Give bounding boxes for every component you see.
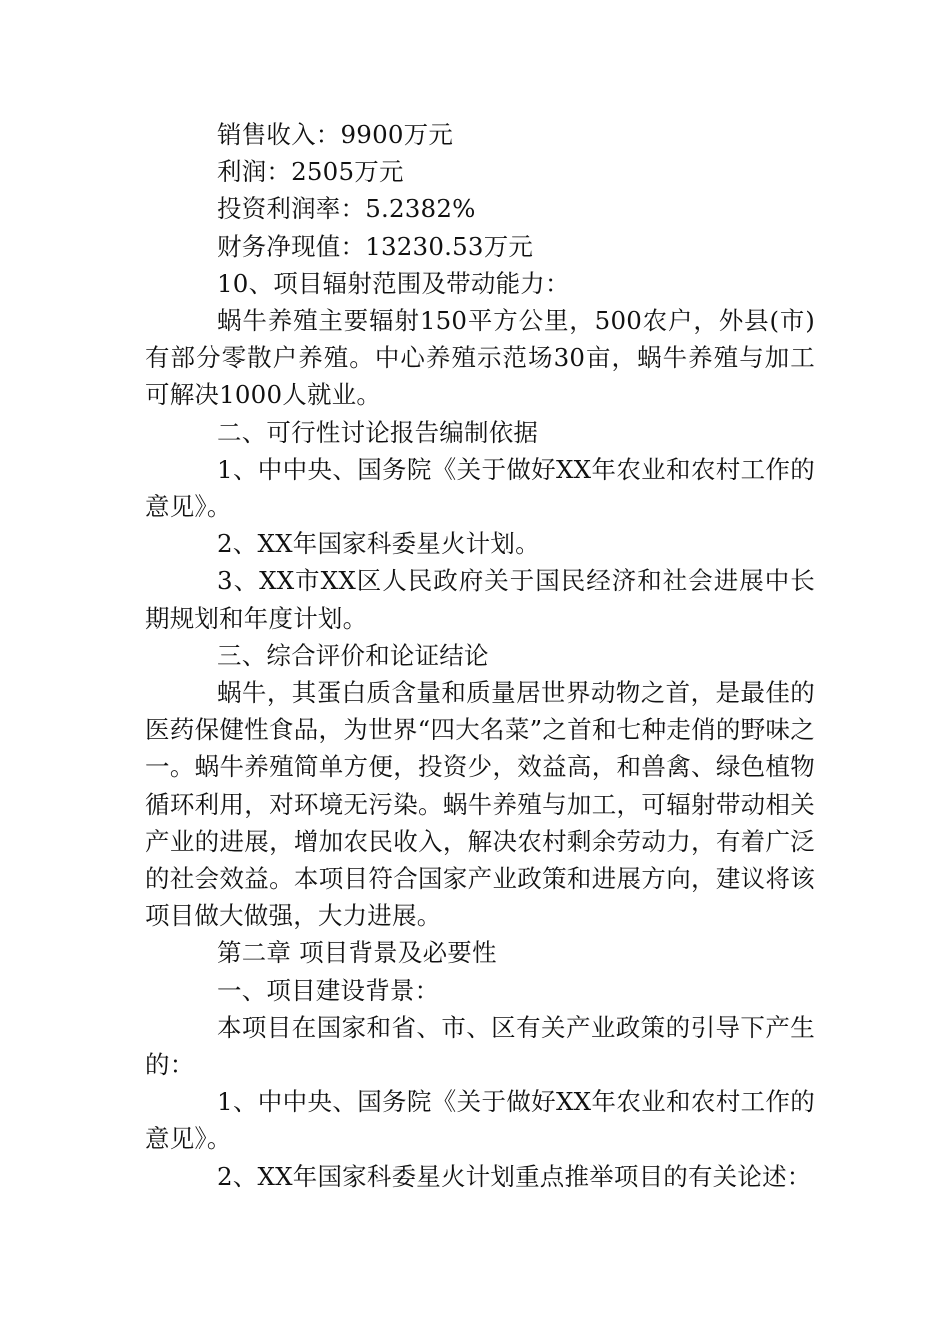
section-heading-feasibility-basis: 二、可行性讨论报告编制依据 [217, 417, 539, 447]
document-page [145, 116, 815, 1195]
paragraph-basis-2: 2、XX年国家科委星火计划。 [217, 529, 540, 559]
paragraph-investment-profit-rate: 投资利润率：5.2382% [217, 194, 476, 224]
paragraph-radiation-scope-body: 蜗牛养殖主要辐射150平方公里，500农户，外县(市)有部分零散户养殖。中心养殖示范场30亩，蜗牛养殖与加工可解决1000人就业。 [145, 306, 815, 410]
chapter-heading-background: 第二章 项目背景及必要性 [217, 938, 497, 968]
paragraph-radiation-scope-heading: 10、项目辐射范围及带动能力： [217, 268, 570, 298]
paragraph-profit: 利润：2505万元 [217, 157, 404, 187]
section-heading-construction-background: 一、项目建设背景： [217, 975, 440, 1005]
paragraph-sales-income: 销售收入：9900万元 [217, 120, 454, 149]
paragraph-background-2: 2、XX年国家科委星火计划重点推举项目的有关论述： [217, 1161, 812, 1191]
section-heading-evaluation-conclusion: 三、综合评价和论证结论 [217, 640, 489, 670]
paragraph-background-1: 1、中中央、国务院《关于做好XX年农业和农村工作的意见》。 [145, 1087, 815, 1154]
paragraph-evaluation-body: 蜗牛，其蛋白质含量和质量居世界动物之首，是最佳的医药保健性食品，为世界“四大名菜”之首和七种走俏的野味之一。蜗牛养殖简单方便，投资少，效益高，和兽禽、绿色植物循环利用，对环境无污染。蜗牛养殖与加工，可辐射带动相关产业的进展，增加农民收入，解决农村剩余劳动力，有着广泛的社会效益。本项目符合国家产业政策和进展方向，建议将该项目做大做强，大力进展。 [145, 678, 815, 931]
paragraph-net-present-value: 财务净现值：13230.53万元 [217, 231, 534, 261]
paragraph-basis-1: 1、中中央、国务院《关于做好XX年农业和农村工作的意见》。 [145, 454, 815, 522]
paragraph-background-intro: 本项目在国家和省、市、区有关产业政策的引导下产生的： [145, 1012, 815, 1080]
paragraph-basis-3: 3、XX市XX区人民政府关于国民经济和社会进展中长期规划和年度计划。 [145, 566, 815, 633]
